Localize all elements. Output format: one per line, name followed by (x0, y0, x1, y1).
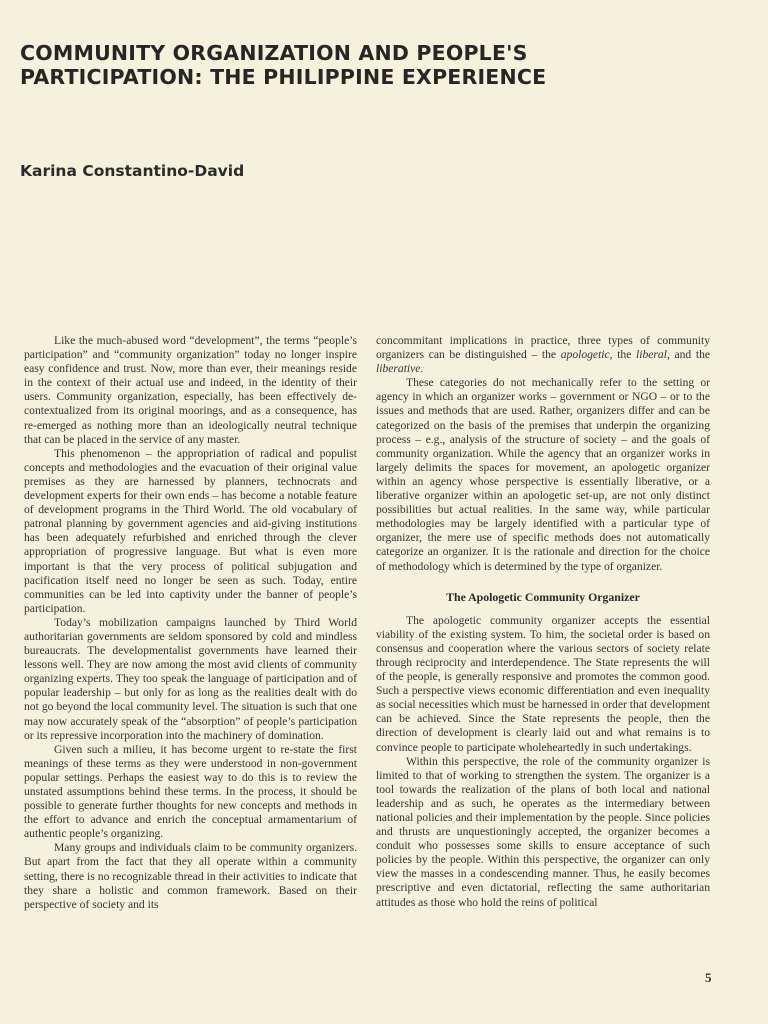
paragraph: Today’s mobilization campaigns launched by Third World authoritarian governments are seldom sponsored by cold and mindless bureaucrats. The developmentalist governments have learned their lessons well. They are now among the most avid clients of community organizing experts. They too speak the language of participation and of popular leadership – but only for as long as the realities dealt with do not go beyond the local community level. The situation is such that one may now accurately speak of the “absorption” of people’s participation or its repressive incorporation into the machinery of domination. (24, 615, 357, 742)
article-title-line-2: PARTICIPATION: THE PHILIPPINE EXPERIENCE (20, 65, 547, 89)
page-number: 5 (705, 970, 712, 985)
type-apologetic: apologetic (560, 348, 610, 362)
paragraph: Like the much-abused word “development”, the terms “people’s participation” and “community organization” today no longer inspire easy confidence and trust. Now, more than ever, their meanings reside in the context of their actual use and indeed, in the identity of their users. Community organization, especially, has been effectively de-contextualized from its original moorings, and as a consequence, has re-emerged as nothing more than an ideologically neutral technique that can be placed in the service of any master. (24, 334, 357, 446)
separator-text: , and the (666, 348, 711, 362)
article-title (20, 41, 740, 89)
right-column (376, 334, 710, 910)
paragraph-continued (376, 334, 710, 376)
type-liberative: liberative (376, 362, 421, 376)
separator-text: . (420, 362, 424, 376)
paragraph: Many groups and individuals claim to be community organizers. But apart from the fact that they all operate within a community setting, there is no recognizable thread in their activities to indicate that they share a holistic and common framework. Based on their perspective of society and its (24, 841, 357, 911)
paragraph: These categories do not mechanically refer to the setting or agency in which an organizer works – government or NGO – or to the issues and methods that are used. Rather, organizers differ and can be categorized on the basis of the premises that underpin the organizing process – e.g., analysis of the structure of society – and the goals of community organization. While the agency that an organizer works in largely delimits the spaces for movement, an apologetic organizer within an agency whose perspective is essentially liberative, or a liberative organizer within an apologetic set-up, are not only distinct possibilities but actual realities. In the same way, while particular methodologies may be largely identified with a particular type of organizer, the mere use of specific methods does not automatically categorize an organizer. It is the rationale and direction for the choice of methodology which is determined by the type of organizer. (376, 376, 710, 573)
paragraph: The apologetic community organizer accepts the essential viability of the existing system. To him, the societal order is based on consensus and cooperation where the various sectors of society relate through reciprocity and interdependence. The State represents the will of the people, is generally responsive and promotes the common good. Such a perspective views economic differentiation and even inequality as social necessities which must be harnessed in order that development can be achieved. Since the State represents the people, then the direction of development is clearly laid out and what remains is to convince people to participate wholeheartedly in such undertakings. (376, 613, 710, 754)
section-heading: The Apologetic Community Organizer (446, 589, 640, 604)
intro-text: concommitant implications in practice, three types of community organizers can be distinguished – the (376, 334, 710, 362)
paragraph: This phenomenon – the appropriation of radical and populist concepts and methodologies and the evacuation of their original value premises as they are harnessed by planners, technocrats and development experts for their own ends – has become a notable feature of development programs in the Third World. The old vocabulary of patronal planning by government agencies and aid-giving institutions has been adequately refurbished and enriched through the clever appropriation of progressive language. But what is even more important is that the very process of political subjugation and pacification itself need no longer be seen as such. Today, entire communities can be led into captivity under the banner of people’s participation. (24, 446, 357, 615)
paragraph: Given such a milieu, it has become urgent to re-state the first meanings of these terms as they were understood in non-government popular settings. Perhaps the easiest way to do this is to review the unstated assumptions behind these terms. In the process, it should be possible to generate further thoughts for new concepts and methods in the effort to advance and enrich the conceptual armamentarium of authentic people’s organizing. (24, 742, 357, 841)
article-author: Karina Constantino-David (20, 162, 245, 180)
article-title-line-1: COMMUNITY ORGANIZATION AND PEOPLE'S (20, 41, 528, 65)
paragraph: Within this perspective, the role of the community organizer is limited to that of working to strengthen the system. The organizer is a tool towards the realization of the plans of both local and national leadership and as such, he operates as the intermediary between national policies and their implementation by the people. Since policies and thrusts are unquestioningly accepted, the organizer becomes a conduit who possesses some skills to ensure acceptance of such policies by the people. Within this perspective, the organizer can only view the masses in a condescending manner. Thus, he easily becomes prescriptive and even dictatorial, reflecting the same authoritarian attitudes as those who hold the reins of political (376, 754, 710, 909)
separator-text: , the (609, 348, 637, 362)
type-liberal: liberal (636, 348, 667, 362)
left-column (24, 334, 357, 912)
